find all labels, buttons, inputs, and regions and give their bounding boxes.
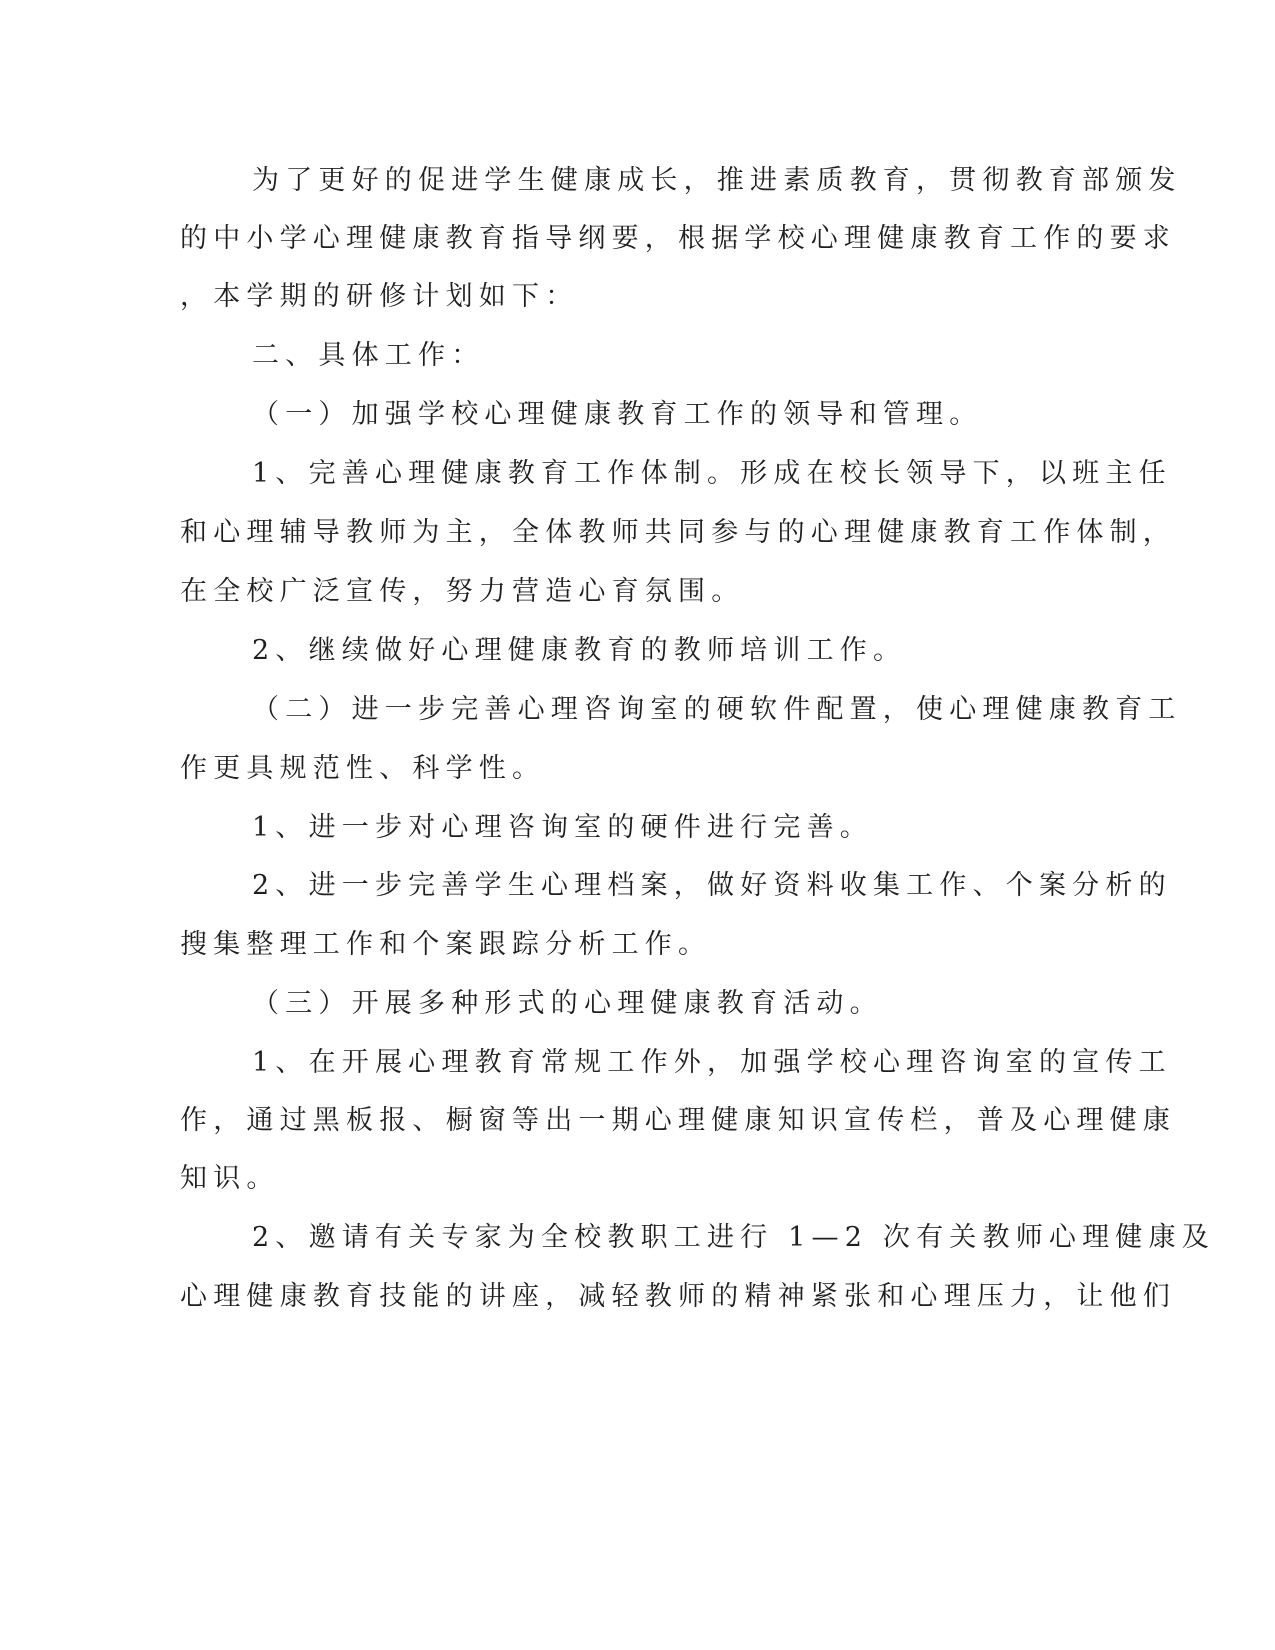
text-line: 的中小学心理健康教育指导纲要，根据学校心理健康教育工作的要求 [180, 223, 1176, 254]
text-line: 搜集整理工作和个案跟踪分析工作。 [180, 929, 712, 960]
text-line: 作，通过黑板报、橱窗等出一期心理健康知识宣传栏，普及心理健康 [180, 1105, 1176, 1136]
text-line: 为了更好的促进学生健康成长，推进素质教育，贯彻教育部颁发 [252, 165, 1182, 196]
text-line: 和心理辅导教师为主，全体教师共同参与的心理健康教育工作体制， [180, 517, 1176, 548]
text-line: 2、进一步完善学生心理档案，做好资料收集工作、个案分析的 [252, 870, 1172, 901]
text-line: 2、邀请有关专家为全校教职工进行 1—2 次有关教师心理健康及 [252, 1222, 1215, 1253]
text-line: 作更具规范性、科学性。 [180, 753, 546, 784]
subsection-heading: （二）进一步完善心理咨询室的硬软件配置，使心理健康教育工 [252, 694, 1182, 725]
text-line: 1、在开展心理教育常规工作外，加强学校心理咨询室的宣传工 [252, 1047, 1172, 1078]
text-line: 心理健康教育技能的讲座，减轻教师的精神紧张和心理压力，让他们 [180, 1281, 1176, 1312]
text-line: 在全校广泛宣传，努力营造心育氛围。 [180, 576, 745, 607]
text-line: 知识。 [180, 1163, 280, 1194]
text-line: 2、继续做好心理健康教育的教师培训工作。 [252, 635, 907, 666]
section-heading: 二、具体工作： [252, 340, 485, 371]
text-line: ，本学期的研修计划如下： [180, 281, 579, 312]
subsection-heading: （一）加强学校心理健康教育工作的领导和管理。 [252, 399, 983, 430]
text-line: 1、进一步对心理咨询室的硬件进行完善。 [252, 812, 873, 843]
subsection-heading: （三）开展多种形式的心理健康教育活动。 [252, 988, 883, 1019]
text-line: 1、完善心理健康教育工作体制。形成在校长领导下，以班主任 [252, 458, 1172, 489]
